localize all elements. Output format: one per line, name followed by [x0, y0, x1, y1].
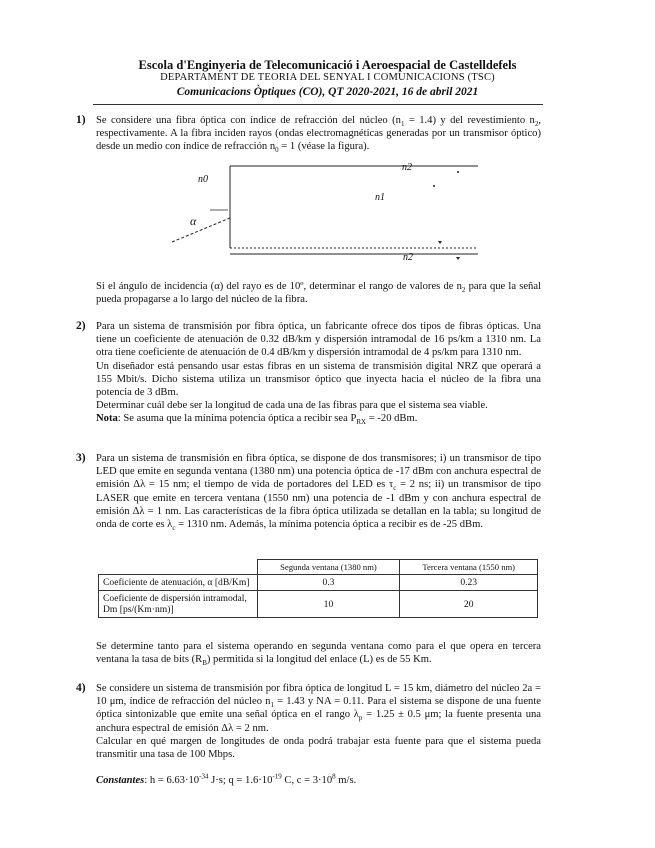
n2-bottom-label: n2 — [403, 252, 413, 263]
table-header-row — [99, 560, 538, 575]
row-attenuation-label: Coeficiente de atenuación, α [dB/Km] — [99, 575, 258, 591]
q3-text: Para un sistema de transmisión en fibra óptica, se dispone de dos transmisores; i) un transmisor de tipo LED que emite en segunda ventana (1380 nm) una potencia óptica de -17 dBm con anchura espectral de emisión Δλ = 15 nm; el tiempo de vida de portadores del LED es $\tau_c = 2$ ns; ii) un transmisor de tipo LASER que emite en tercera ventana (1550 nm) una potencia de -1 dBm y con anchura espectral de emisión Δλ = 1 nm. Las características de la fibra óptica utilizada se detallan en la tabla; su longitud de onda de corte es $\lambda_c = 1310$ nm. Además, la mínima potencia óptica a recibir es de -25 dBm. — [96, 453, 541, 533]
school-title: Escola d'Enginyeria de Telecomunicació i Aeroespacial de Castelldefels — [138, 58, 517, 72]
marker-arrow — [456, 257, 460, 260]
dispersion-second: 10 — [257, 591, 400, 618]
col-third-window: Tercera ventana (1550 nm) — [400, 560, 538, 575]
q3-question: Se determine tanto para el sistema operando en segunda ventana como para el que opera en tercera ventana la tasa de bits $(R_B)$ permitida si la longitud del enlace (L) es de 55 Km. — [96, 641, 541, 668]
attenuation-third: 0.23 — [400, 575, 538, 591]
n1-label: n1 — [375, 192, 385, 203]
department-title: DEPARTAMENT DE TEORIA DEL SENYAL I COMUNICACIONS (TSC) — [160, 72, 495, 83]
q4-text: Se considere un sistema de transmisión por fibra óptica de longitud L = 15 km, diámetro del núcleo 2a = 10 μm, índice de refracción del núcleo $n_1 = 1.43$ y NA = 0.11. Para el sistema se dispone de una fuente óptica sintonizable que emite una señal óptica en el rango $\lambda_p = 1.25 \pm 0.5$ μm; la fuente presenta una anchura espectral de emisión Δλ = 2 nm. Calcular en qué margen de longitudes de onda podrá trabajar esta fuente para que el sistema pueda transmitir una tasa de 100 Mbps. — [96, 683, 542, 761]
n0-label: n0 — [198, 174, 208, 185]
incident-ray — [172, 218, 230, 242]
row-dispersion-label: Coeficiente de dispersión intramodal, Dm [ps/(Km·nm)] — [99, 591, 258, 618]
n2-top-label: n2 — [402, 162, 412, 173]
table-row — [99, 591, 538, 618]
q2-text: Para un sistema de transmisión por fibra óptica, un fabricante ofrece dos tipos de fibras ópticas. Una tiene un coeficiente de atenuación de 0.32 dB/km y dispersión intramodal de 16 ps/km a 1310 nm. La otra tiene coeficiente de atenuación de 0.4 dB/km y dispersión intramodal de 4 ps/km para 1310 nm. Un diseñador está pensando usar estas fibras en un sistema de transmisión digital NRZ que operará a 155 Mbit/s. Dicho sistema utiliza un transmisor óptico que inyecta hacia el núcleo de la fibra una potencia de 3 dBm. Determinar cuál debe ser la longitud de cada una de las fibras para que el sistema sea viable. Nota: Se asuma que la mínima potencia óptica a recibir sea $P_{RX} = -20$ dBm. — [96, 321, 541, 427]
alpha-label: α — [190, 214, 197, 228]
fiber-characteristics-table — [98, 559, 538, 618]
marker-arrow — [438, 241, 442, 244]
q2-number: 2) — [76, 320, 86, 332]
attenuation-second: 0.3 — [257, 575, 400, 591]
q4-number: 4) — [76, 682, 86, 694]
constants-line: Constantes: $h = 6.63\cdot 10^{-34}$ J·s; $q = 1.6\cdot 10^{-19}$ C, $c = 3\cdot 10^8$ m/s. — [96, 772, 357, 786]
table-row — [99, 575, 538, 591]
q1-text: Se considere una fibra óptica con índice de refracción del núcleo $(n_1 = 1.4)$ y del revestimiento $n_2$, respectivamente. A la fibra inciden rayos (ondas electromagnéticas generadas por un transmisor óptico) desde un medio con índice de refracción $n_0 = 1$ (véase la figura). — [96, 115, 541, 155]
q1-question: Si el ángulo de incidencia (α) del rayo es de 10º, determinar el rango de valores de $n_2$ para que la señal pueda propagarse a lo largo del núcleo de la fibra. — [96, 281, 542, 306]
col-second-window: Segunda ventana (1380 nm) — [257, 560, 400, 575]
course-title: Comunicacions Òptiques (CO), QT 2020-2021, 16 de abril 2021 — [176, 86, 479, 98]
marker-dot — [433, 185, 435, 187]
header-rule — [93, 104, 543, 105]
q3-number: 3) — [76, 452, 86, 464]
fiber-figure — [160, 158, 480, 266]
fiber-diagram — [160, 158, 480, 266]
q1-number: 1) — [76, 114, 86, 126]
marker-dot — [457, 171, 459, 173]
dispersion-third: 20 — [400, 591, 538, 618]
